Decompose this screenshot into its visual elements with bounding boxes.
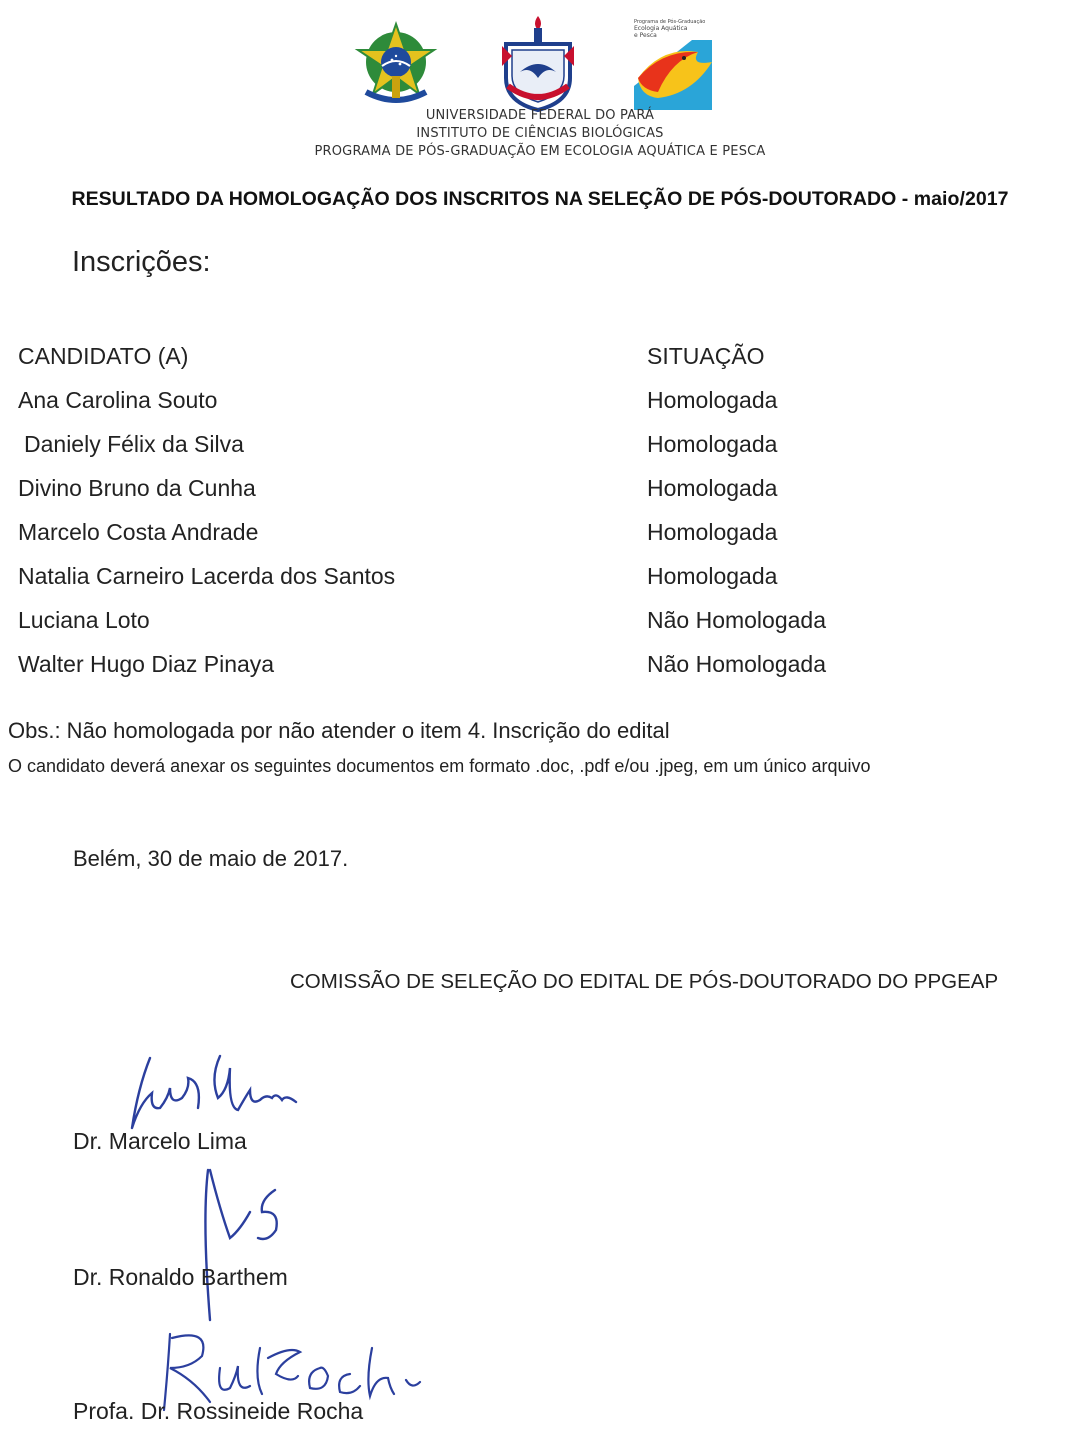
ufpa-emblem-icon	[500, 16, 576, 112]
candidate-name: Luciana Loto	[18, 607, 150, 633]
candidate-name: Walter Hugo Diaz Pinaya	[18, 651, 275, 677]
candidate-status: Homologada	[647, 519, 778, 545]
section-label: Inscrições:	[72, 246, 211, 278]
candidate-name: Marcelo Costa Andrade	[18, 519, 259, 545]
university-name: UNIVERSIDADE FEDERAL DO PARÁ	[425, 108, 655, 123]
institute-name: INSTITUTO DE CIÊNCIAS BIOLÓGICAS	[416, 126, 664, 141]
column-header-status: SITUAÇÃO	[647, 343, 765, 369]
brasao-republica-icon	[352, 20, 440, 108]
candidate-name: Divino Bruno da Cunha	[18, 475, 256, 501]
candidate-status: Homologada	[647, 431, 778, 457]
date-line: Belém, 30 de maio de 2017.	[73, 846, 349, 871]
commission-name: COMISSÃO DE SELEÇÃO DO EDITAL DE PÓS-DOUTORADO DO PPGEAP	[290, 970, 999, 993]
svg-text:Programa de Pós-Graduação: Programa de Pós-Graduação	[634, 19, 706, 25]
column-header-candidate: CANDIDATO (A)	[18, 343, 189, 369]
svg-text:Ecologia Aquática: Ecologia Aquática	[634, 25, 688, 32]
candidate-status: Homologada	[647, 387, 778, 413]
signatory-name: Dr. Ronaldo Barthem	[73, 1264, 288, 1290]
signature-ronaldo-barthem-icon	[180, 1160, 300, 1330]
candidate-status: Não Homologada	[647, 607, 827, 633]
candidate-status: Homologada	[647, 475, 778, 501]
logo-row	[0, 14, 1080, 104]
candidate-name: Daniely Félix da Silva	[24, 431, 244, 457]
program-name: PROGRAMA DE PÓS-GRADUAÇÃO EM ECOLOGIA AQUÁTICA E PESCA	[314, 144, 766, 159]
observation-note: Obs.: Não homologada por não atender o item 4. Inscrição do edital	[8, 718, 670, 743]
candidate-name: Ana Carolina Souto	[18, 387, 218, 413]
ppgeap-logo-icon	[632, 16, 714, 112]
candidate-status: Homologada	[647, 563, 778, 589]
candidate-name: Natalia Carneiro Lacerda dos Santos	[18, 563, 396, 589]
observation-detail: O candidato deverá anexar os seguintes documentos em formato .doc, .pdf e/ou .jpeg, em um único arquivo	[8, 756, 871, 776]
signatory-name: Dr. Marcelo Lima	[73, 1128, 247, 1154]
svg-text:e Pesca: e Pesca	[634, 32, 657, 39]
signature-marcelo-lima-icon	[110, 1048, 320, 1138]
signatory-name: Profa. Dr. Rossineide Rocha	[73, 1398, 364, 1424]
candidate-status: Não Homologada	[647, 651, 827, 677]
document-title: RESULTADO DA HOMOLOGAÇÃO DOS INSCRITOS NA SELEÇÃO DE PÓS-DOUTORADO - maio/2017	[71, 188, 1009, 210]
